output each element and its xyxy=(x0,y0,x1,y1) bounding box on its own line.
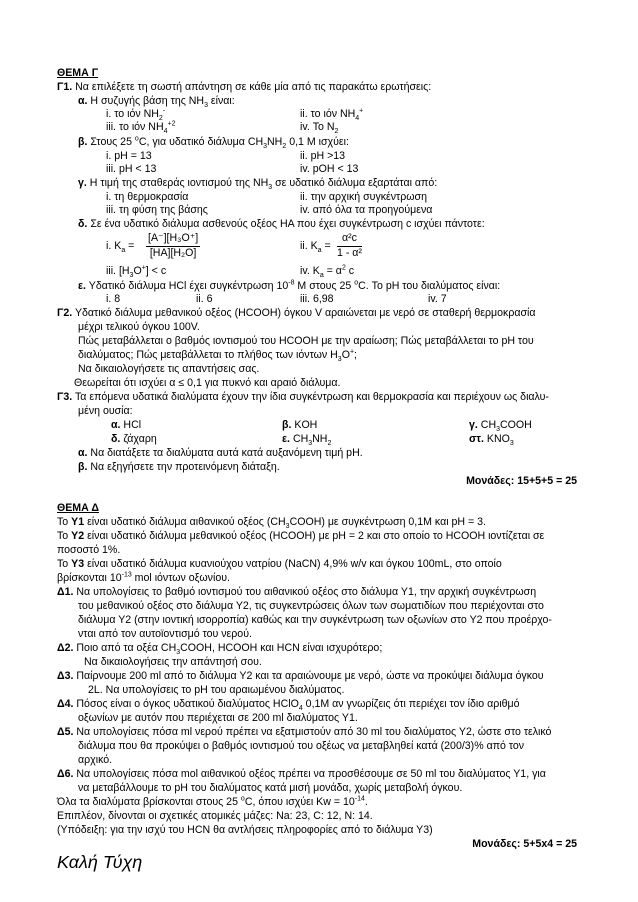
fraction-denominator: 1 - α² xyxy=(337,246,362,259)
g1-a-option-i: i. το ιόν $NH_2^-$ xyxy=(106,107,166,123)
solution-y2: Το Υ2 είναι υδατικό διάλυμα μεθανικού οξέος (HCOOH) με pH = 2 και στο οποίο το HCOOH ιοντίζεται σε xyxy=(57,530,545,542)
g1-d-option-i-label: i. $K_a$ = xyxy=(106,240,135,255)
g1-d-option-iii: iii. $[H_3O^+] < c$ xyxy=(106,264,167,280)
g3-substance-b: β. KOH xyxy=(282,419,318,431)
g3-substance-a: α. HCl xyxy=(111,419,142,431)
g3-question-a: α. Να διατάξετε τα διαλύματα αυτά κατά αυξανόμενη τιμή pH. xyxy=(78,447,363,459)
g1-e-option-iv: iv. 7 xyxy=(428,293,447,305)
g1-b-option-iii: iii. pH < 13 xyxy=(106,163,157,175)
note-atomic-masses: Επιπλέον, δίνονται οι σχετικές ατομικές μάζες: Na: 23, C: 12, N: 14. xyxy=(57,810,373,822)
solution-y3-cont: βρίσκονται $10^{-13}$ mol ιόντων οξωνίου. xyxy=(57,571,230,584)
d1-line-2: του μεθανικού οξέος στο διάλυμα Υ2, τις συγκεντρώσεις όλων των σωματιδίων που περιέχονται στο xyxy=(78,600,544,612)
closing-good-luck: Καλή Τύχη xyxy=(57,852,143,872)
d5-line-1: Δ5. Να υπολογίσεις πόσα ml νερού πρέπει να εξατμιστούν από 30 ml του διαλύματος Υ2, ώστε στο τελικό xyxy=(57,726,552,738)
g2-line-4: διαλύματος; Πώς μεταβάλλεται το πλήθος των ιόντων $H_3O^+$; xyxy=(78,348,357,364)
fraction-numerator: [A⁻][H₃O⁺] xyxy=(146,232,200,247)
g1-e-option-i: i. 8 xyxy=(106,293,121,305)
d3-line-2: 2L. Να υπολογίσεις το pH του αραιωμένου διαλύματος. xyxy=(88,684,345,696)
d5-line-3: αρχικό. xyxy=(78,754,113,766)
g1-a-option-iii: iii. το ιόν $NH_4^{+2}$ xyxy=(106,120,176,136)
theme-d-points: Μονάδες: 5+5x4 = 25 xyxy=(472,838,577,850)
d1-line-3: διάλυμα Υ2 (στην ιοντική ισορροπία) καθώς και την συγκέντρωση των οξωνίων στο Υ2 που προέρχο- xyxy=(78,614,552,626)
g1-a-stem: α. Η συζυγής βάση της $NH_3$ είναι: xyxy=(78,95,235,110)
d5-line-2: διάλυμα που θα προκύψει ο βαθμός ιοντισμού του οξέως να μεταβληθεί κατά (200/3)% από τον xyxy=(78,740,525,752)
solution-y1: Το Υ1 είναι υδατικό διάλυμα αιθανικού οξέος $(CH_3COOH)$ με συγκέντρωση 0,1M και pH = 3. xyxy=(57,516,486,531)
g1-b-option-iv: iv. pOH < 13 xyxy=(300,163,359,175)
fraction-numerator: α²c xyxy=(337,232,362,247)
g1-c-option-iii: iii. τη φύση της βάσης xyxy=(106,204,208,216)
fraction-denominator: [HA][H₂O] xyxy=(149,246,197,259)
d4-line-1: Δ4. Πόσος είναι ο όγκος υδατικού διαλύματος HClO$_4$ 0,1M αν γνωρίζεις ότι περιέχει τον ίδιο αριθμό xyxy=(57,698,520,713)
solution-y3: Το Υ3 είναι υδατικό διάλυμα κυανιούχου νατρίου (NaCN) 4,9% w/v και όγκου 100mL, στο οποίο xyxy=(57,558,502,570)
g1-d-option-iv: iv. $K_a = \alpha^2$ c xyxy=(300,264,355,280)
g1-c-option-iv: iv. από όλα τα προηγούμενα xyxy=(300,204,433,216)
g3-question-b: β. Να εξηγήσετε την προτεινόμενη διάταξη. xyxy=(78,461,280,473)
note-temperature: Όλα τα διαλύματα βρίσκονται στους 25 $^o$C, όπου ισχύει $Kw = 10^{-14}$. xyxy=(57,795,368,808)
note-hint: (Υπόδειξη: για την ισχύ του HCN θα αντλήσεις πληροφορίες από το διάλυμα Υ3) xyxy=(57,824,433,836)
g1-e-option-iii: iii. 6,98 xyxy=(300,293,334,305)
g1-d-option-ii-label: ii. $K_a$ = xyxy=(300,240,331,255)
d6-line-2: να μεταβάλλουμε το pH του διαλύματος κατά μισή μονάδα, χωρίς μεταβολή όγκου. xyxy=(78,782,463,794)
d4-line-2: οξωνίων με αυτόν που περιέχεται σε 200 ml διαλύματος Υ1. xyxy=(78,712,358,724)
g1-e-option-ii: ii. 6 xyxy=(196,293,213,305)
g1-d-stem: δ. Σε ένα υδατικό διάλυμα ασθενούς οξέος ΗΑ που έχει συγκέντρωση c ισχύει πάντοτε: xyxy=(78,218,485,230)
g2-line-1: Γ2. Υδατικό διάλυμα μεθανικού οξέος (HCOOH) όγκου V αραιώνεται με νερό σε σταθερή θερμοκρασία xyxy=(57,307,536,319)
g3-substance-e: ε. $CH_3NH_2$ xyxy=(282,433,332,448)
g3-substance-d: δ. ζάχαρη xyxy=(111,433,157,445)
g1-c-option-i: i. τη θερμοκρασία xyxy=(106,191,189,203)
solution-y2-cont: ποσοστό 1%. xyxy=(57,544,121,556)
d1-line-4: νται από τον αυτοϊοντισμό του νερού. xyxy=(78,628,252,640)
g2-line-5: Να δικαιολογήσετε τις απαντήσεις σας. xyxy=(78,363,260,375)
d1-line-1: Δ1. Να υπολογίσεις το βαθμό ιοντισμού του αιθανικού οξέος στο διάλυμα Υ1, την αρχική συγκέντρωση xyxy=(57,586,537,598)
g1-b-stem: β. Στους 25 $^o$C, για υδατικό διάλυμα $CH_3NH_2$ 0,1 M ισχύει: xyxy=(78,135,349,151)
g1-e-stem: ε. Υδατικό διάλυμα HCl έχει συγκέντρωση $10^{-8}$ M στους 25 $^o$C. Το pH του διαλύματος είναι: xyxy=(78,279,501,292)
theme-d-title: ΘΕΜΑ Δ xyxy=(57,502,99,514)
g2-line-3: Πώς μεταβάλλεται ο βαθμός ιοντισμού του HCOOH με την αραίωση; Πώς μεταβάλλεται το pH του xyxy=(78,335,534,347)
g1-d-option-i-fraction xyxy=(146,232,200,260)
g1-d-option-ii-fraction xyxy=(337,232,362,260)
g3-line-2: μένη ουσία: xyxy=(78,405,133,417)
g1-b-option-ii: ii. pH >13 xyxy=(300,150,346,162)
g1-intro: Γ1. Να επιλέξετε τη σωστή απάντηση σε κάθε μία από τις παρακάτω ερωτήσεις: xyxy=(57,81,432,93)
d2-line-1: Δ2. Ποιο από τα οξέα $CH_3COOH$, HCOOH και HCN είναι ισχυρότερο; xyxy=(57,642,383,657)
g2-line-2: μέχρι τελικού όγκου 100V. xyxy=(78,321,200,333)
g3-substance-c: γ. $CH_3COOH$ xyxy=(469,419,532,434)
g3-line-1: Γ3. Τα επόμενα υδατικά διαλύματα έχουν την ίδια συγκέντρωση και θερμοκρασία και περιέχουν ως διαλυ- xyxy=(57,391,549,403)
g3-substance-f: στ. $KNO_3$ xyxy=(469,433,514,448)
theme-g-points: Μονάδες: 15+5+5 = 25 xyxy=(466,475,577,487)
g1-a-option-ii: ii. το ιόν $NH_4^+$ xyxy=(300,107,364,123)
g1-c-option-ii: ii. την αρχική συγκέντρωση xyxy=(300,191,427,203)
theme-g-title: ΘΕΜΑ Γ xyxy=(57,67,99,79)
d6-line-1: Δ6. Να υπολογίσεις πόσα mol αιθανικού οξέος πρέπει να προσθέσουμε σε 50 ml του διαλύματος Υ1, για xyxy=(57,768,546,780)
g2-line-6: Θεωρείται ότι ισχύει α ≤ 0,1 για πυκνό και αραιό διάλυμα. xyxy=(74,377,341,389)
d2-line-2: Να δικαιολογήσεις την απάντησή σου. xyxy=(84,656,262,668)
g1-a-option-iv: iv. Το $N_2$ xyxy=(300,121,339,136)
g1-b-option-i: i. pH = 13 xyxy=(106,150,152,162)
g1-c-stem: γ. Η τιμή της σταθεράς ιοντισμού της $NH_3$ σε υδατικό διάλυμα εξαρτάται από: xyxy=(78,177,438,192)
d3-line-1: Δ3. Παίρνουμε 200 ml από το διάλυμα Υ2 και τα αραιώνουμε με νερό, ώστε να προκύψει διάλυμα όγκου xyxy=(57,670,544,682)
